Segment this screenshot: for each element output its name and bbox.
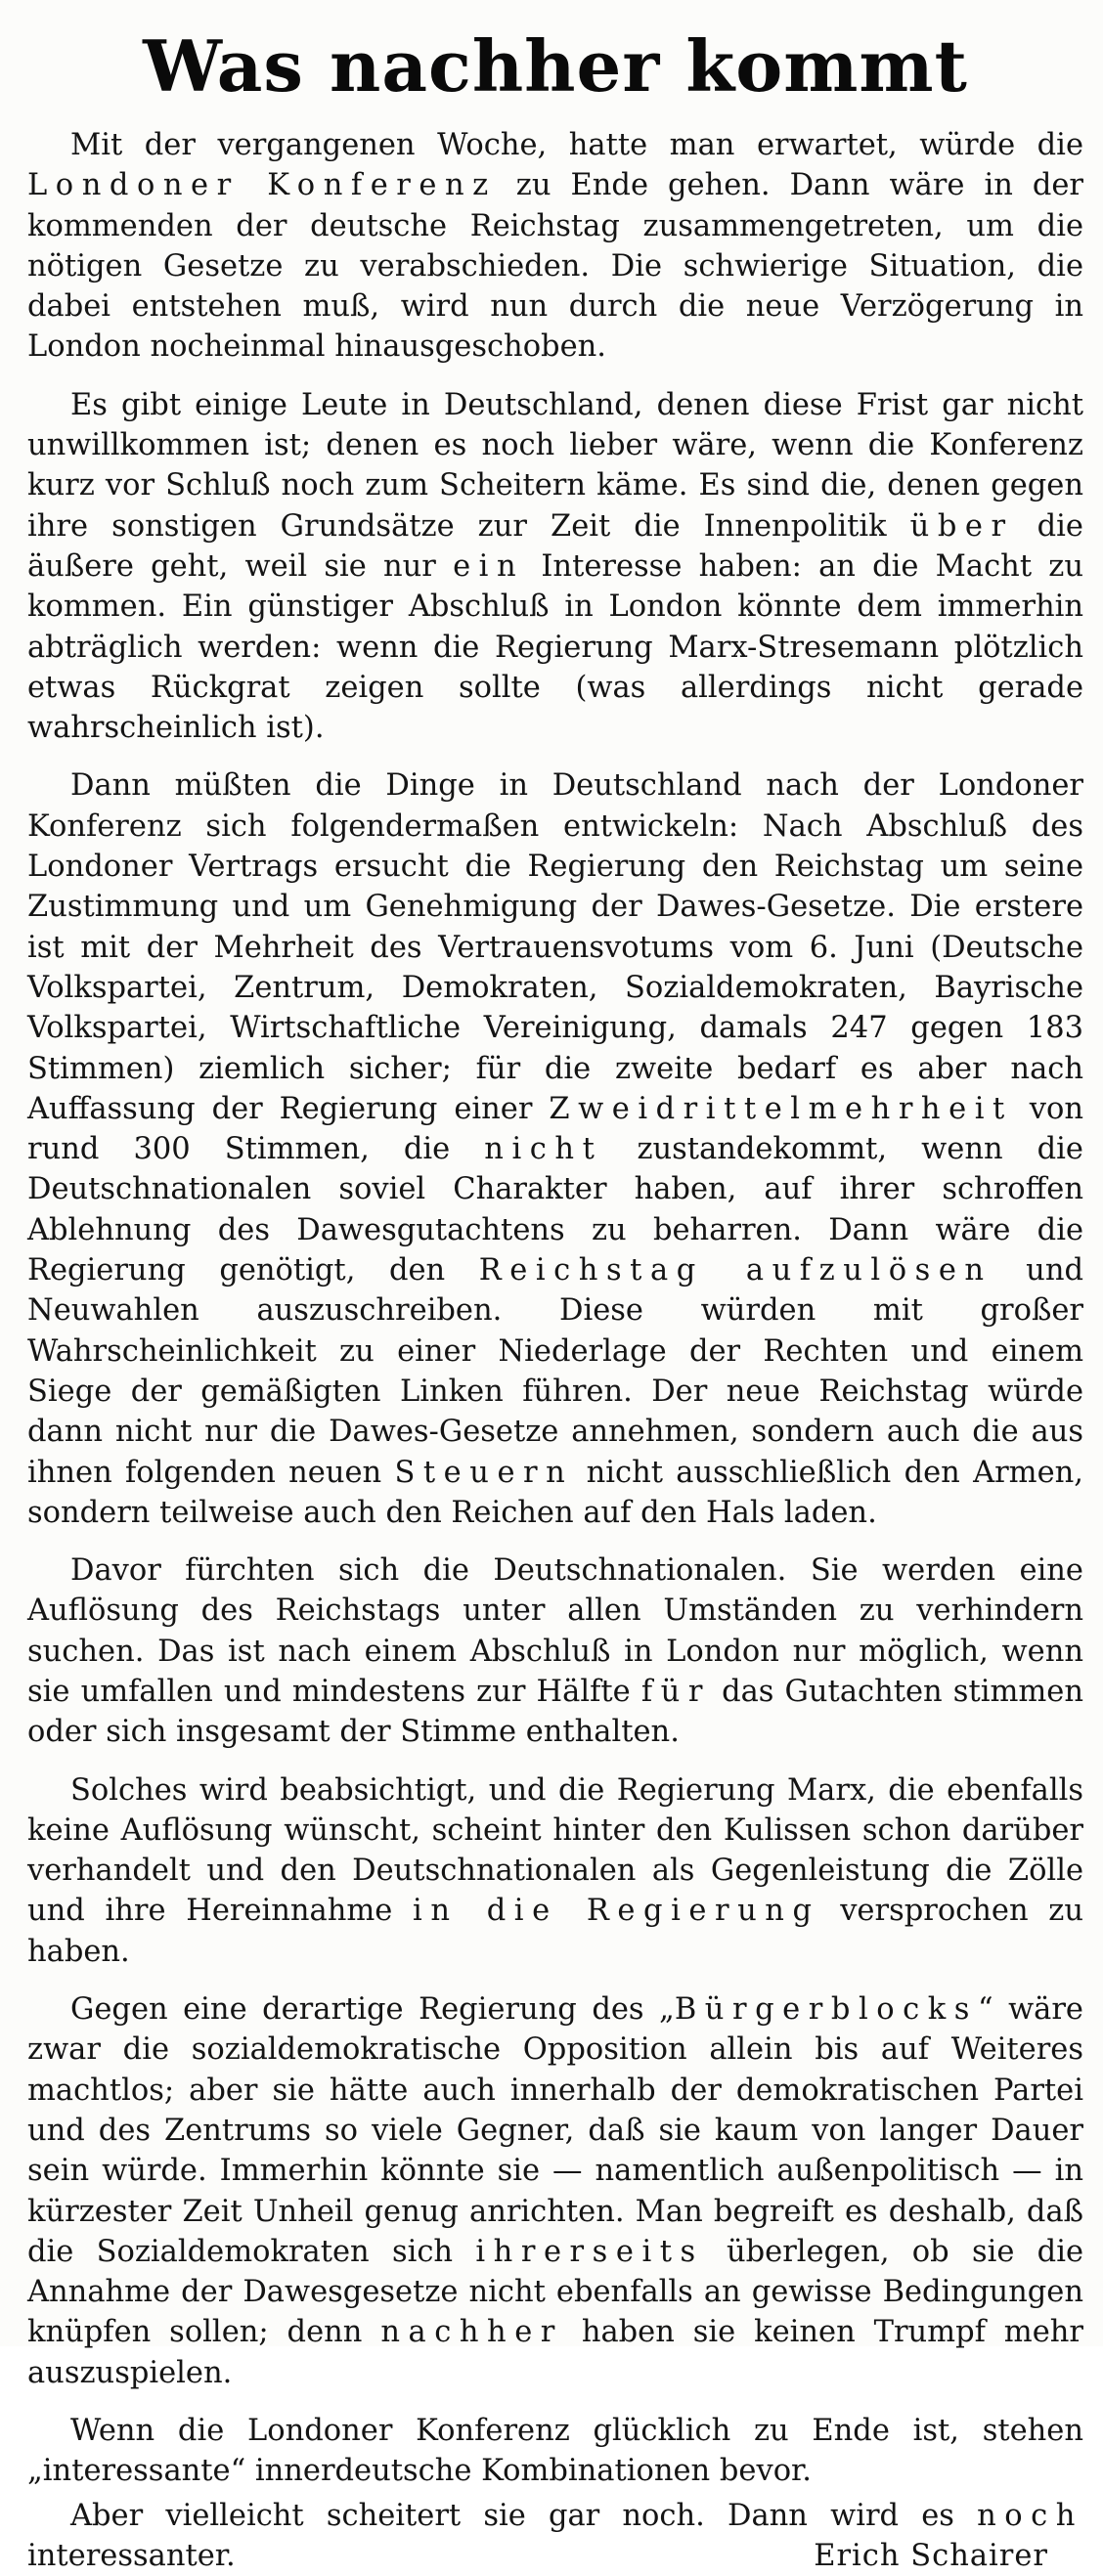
text-segment: Es gibt einige Leute in Deutschland, denen diese Frist gar nicht unwillkommen ist; denen es noch lieber wäre, wenn die Konferenz kurz vor Schluß noch zum Scheitern käme. Es sind die, denen gegen ihre sonstigen Grundsätze zur Zeit die Innenpolitik: [27, 387, 1083, 544]
text-segment: Gegen eine derartige Regierung des „: [70, 1992, 675, 2028]
article-paragraph: [27, 2411, 1083, 2492]
article-paragraph: [27, 385, 1083, 749]
text-segment: zu Ende gehen. Dann wäre in der kommenden der deutsche Reichstag zusammengetreten, um die nötigen Gesetze zu verabschieden. Die schwierige Situation, die dabei entstehen muß, wird nun durch die neue Verzögerung in London nocheinmal hinausgeschoben.: [27, 168, 1083, 365]
text-segment: versprochen zu haben.: [27, 1894, 1084, 1969]
emphasized-text: nachher: [380, 2315, 563, 2350]
article-paragraph: [27, 125, 1083, 368]
text-segment: überlegen, ob sie die Annahme der Dawesgesetze nicht ebenfalls an gewisse Bedingungen knüpfen sollen; denn: [27, 2234, 1084, 2350]
emphasized-text: ein: [453, 548, 525, 584]
text-segment: Dann müßten die Dinge in Deutschland nach der Londoner Konferenz sich folgendermaßen entwickeln: Nach Abschluß des Londoner Vertrags ersucht die Regierung den Reichstag um seine Zustimmung und um Genehmigung der Dawes-Gesetze. Die erstere ist mit der Mehrheit des Vertrauensvotums vom 6. Juni (Deutsche Volkspartei, Zentrum, Demokraten, Sozialdemokraten, Bayrische Volkspartei, Wirtschaftliche Vereinigung, damals 247 gegen 183 Stimmen) ziemlich sicher; für die zweite bedarf es aber nach Auffassung der Regierung einer: [27, 768, 1083, 1126]
article-paragraph: [27, 2496, 1083, 2576]
article-paragraph: [27, 1989, 1083, 2393]
emphasized-text: in die Regierung: [413, 1894, 820, 1929]
emphasized-text: nicht: [484, 1132, 603, 1167]
text-segment: interessanter.: [27, 2538, 236, 2573]
emphasized-text: Steuern: [394, 1455, 574, 1490]
emphasized-text: Londoner Konferenz: [27, 168, 497, 203]
article-paragraph: [27, 1770, 1083, 1972]
text-segment: Solches wird beabsichtigt, und die Regierung Marx, die ebenfalls keine Auflösung wünscht, scheint hinter den Kulissen schon darüber verhandelt und den Deutschnationalen als Gegenleistung die Zölle und ihre Hereinnahme: [27, 1772, 1083, 1929]
emphasized-text: noch: [977, 2498, 1083, 2533]
text-segment: Wenn die Londoner Konferenz glücklich zu Ende ist, stehen „interessante“ innerdeutsche Kombinationen bevor.: [27, 2414, 1083, 2489]
text-segment: das Gutachten stimmen oder sich insgesamt der Stimme enthalten.: [27, 1674, 1083, 1750]
text-segment: zustandekommt, wenn die Deutschnationalen soviel Charakter haben, auf ihrer schroffen Ablehnung des Dawesgutachtens zu beharren. Dann wäre die Regierung genötigt, den: [27, 1132, 1083, 1288]
text-segment: nicht ausschließlich den Armen, sondern teilweise auch den Reichen auf den Hals laden.: [27, 1455, 1083, 1530]
emphasized-text: über: [909, 508, 1014, 544]
emphasized-text: Reichstag aufzulösen: [478, 1253, 993, 1288]
article-paragraph: [27, 765, 1083, 1533]
text-segment: Aber vielleicht scheitert sie gar noch. Dann wird es: [70, 2498, 978, 2533]
text-segment: und Neuwahlen auszuschreiben. Diese würden mit großer Wahrscheinlichkeit zu einer Niederlage der Rechten und einem Siege der gemäßigten Linken führen. Der neue Reichstag würde dann nicht nur die Dawes-Gesetze annehmen, sondern auch die aus ihnen folgenden neuen: [27, 1253, 1083, 1490]
emphasized-text: ihrerseits: [475, 2234, 704, 2269]
emphasized-text: Zweidrittelmehrheit: [549, 1091, 1013, 1126]
article-paragraph: [27, 1550, 1083, 1752]
article-headline: Was nachher kommt: [143, 24, 968, 108]
author-signature: Erich Schairer: [814, 2538, 1048, 2573]
text-segment: haben sie keinen Trumpf mehr auszuspielen.: [27, 2315, 1084, 2390]
text-segment: von rund 300 Stimmen, die: [27, 1091, 1083, 1167]
text-segment: Mit der vergangenen Woche, hatte man erwartet, würde die: [70, 128, 1083, 162]
text-segment: “ wäre zwar die sozialdemokratische Opposition allein bis auf Weiteres machtlos; aber sie hätte auch innerhalb der demokratischen Partei und des Zentrums so viele Gegner, daß sie kaum von langer Dauer sein würde. Immerhin könnte sie — namentlich außenpolitisch — in kürzester Zeit Unheil genug anrichten. Man begreift es deshalb, daß die Sozialdemokraten sich: [27, 1992, 1083, 2269]
text-segment: die äußere geht, weil sie nur: [27, 508, 1083, 584]
emphasized-text: für: [640, 1674, 711, 1709]
text-segment: Interesse haben: an die Macht zu kommen. Ein günstiger Abschluß in London könnte dem immerhin abträglich werden: wenn die Regierung Marx-Stresemann plötzlich etwas Rückgrat zeigen sollte (was allerdings nicht gerade wahrscheinlich ist).: [27, 548, 1083, 746]
emphasized-text: Bürgerblocks: [674, 1992, 978, 2028]
text-segment: Davor fürchten sich die Deutschnationalen. Sie werden eine Auflösung des Reichstags unter allen Umständen zu verhindern suchen. Das ist nach einem Abschluß in London nur möglich, wenn sie umfallen und mindestens zur Hälfte: [27, 1553, 1083, 1709]
